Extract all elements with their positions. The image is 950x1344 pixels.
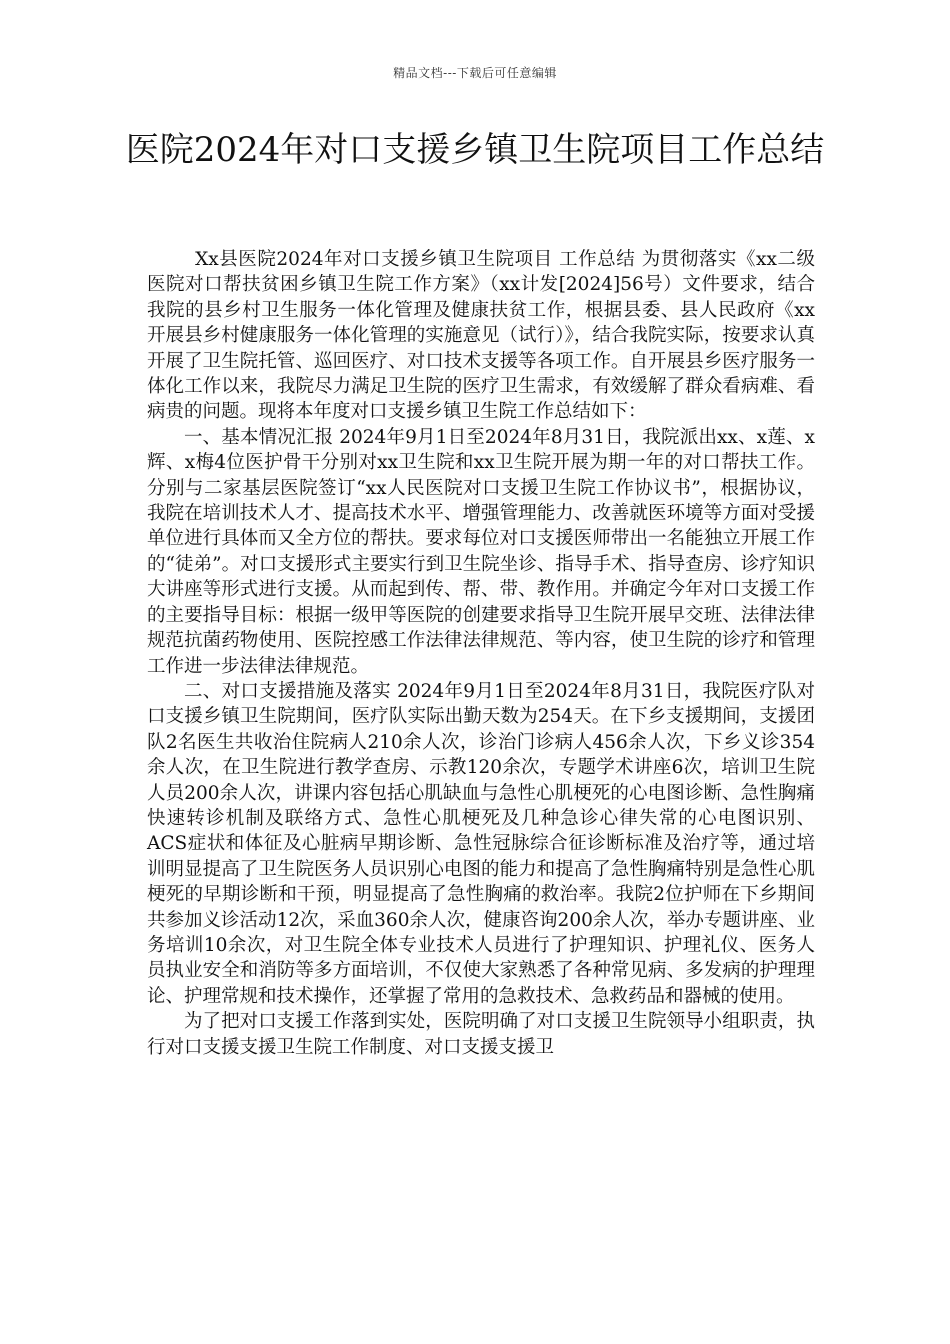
paragraph-support-measures: 二、对口支援措施及落实 2024年9月1日至2024年8月31日，我院医疗队对口支援乡镇卫生院期间，医疗队实际出勤天数为254天。在下乡支援期间，支援团队2名医生共收治住院病人210余人次，诊治门诊病人456余人次，下乡义诊354余人次，在卫生院进行教学查房、示教120余次，专题学术讲座6次，培训卫生院人员200余人次，讲课内容包括心肌缺血与急性心肌梗死的心电图诊断、急性胸痛快速转诊机制及联络方式、急性心肌梗死及几种急诊心律失常的心电图识别、ACS症状和体征及心脏病早期诊断、急性冠脉综合征诊断标准及治疗等，通过培训明显提高了卫生院医务人员识别心电图的能力和提高了急性胸痛特别是急性心肌梗死的早期诊断和干预，明显提高了急性胸痛的救治率。我院2位护师在下乡期间共参加义诊活动12次，采血360余人次，健康咨询200余人次，举办专题讲座、业务培训10余次，对卫生院全体专业技术人员进行了护理知识、护理礼仪、医务人员执业安全和消防等多方面培训，不仅使大家熟悉了各种常见病、多发病的护理理论、护理常规和技术操作，还掌握了常用的急救技术、急救药品和器械的使用。 bbox=[147, 680, 815, 1007]
document-title: 医院2024年对口支援乡镇卫生院项目工作总结 bbox=[125, 130, 825, 170]
paragraph-basic-situation: 一、基本情况汇报 2024年9月1日至2024年8月31日，我院派出xx、x莲、x辉、x梅4位医护骨干分别对xx卫生院和xx卫生院开展为期一年的对口帮扶工作。分别与二家基层医院签订“xx人民医院对口支援卫生院工作协议书”，根据协议，我院在培训技术人才、提高技术水平、增强管理能力、改善就医环境等方面对受援单位进行具体而又全方位的帮扶。要求每位对口支援医师带出一名能独立开展工作的“徒弟”。对口支援形式主要实行到卫生院坐诊、指导手术、指导查房、诊疗知识大讲座等形式进行支援。从而起到传、帮、带、教作用。并确定今年对口支援工作的主要指导目标：根据一级甲等医院的创建要求指导卫生院开展早交班、法律法律规范抗菌药物使用、医院控感工作法律法律规范、等内容，使卫生院的诊疗和管理工作进一步法律法律规范。 bbox=[147, 426, 815, 677]
document-body bbox=[147, 247, 815, 1060]
paragraph-implementation: 为了把对口支援工作落到实处，医院明确了对口支援卫生院领导小组职责，执行对口支援支援卫生院工作制度、对口支援支援卫 bbox=[147, 1011, 815, 1058]
paragraph-intro: Xx县医院2024年对口支援乡镇卫生院项目 工作总结 为贯彻落实《xx二级医院对口帮扶贫困乡镇卫生院工作方案》（xx计发[2024]56号）文件要求，结合我院的县乡村卫生服务一体化管理及健康扶贫工作，根据县委、县人民政府《xx开展县乡村健康服务一体化管理的实施意见（试行）》，结合我院实际，按要求认真开展了卫生院托管、巡回医疗、对口技术支援等各项工作。自开展县乡医疗服务一体化工作以来，我院尽力满足卫生院的医疗卫生需求，有效缓解了群众看病难、看病贵的问题。现将本年度对口支援乡镇卫生院工作总结如下： bbox=[147, 249, 815, 423]
header-note: 精品文档---下载后可任意编辑 bbox=[393, 66, 557, 80]
